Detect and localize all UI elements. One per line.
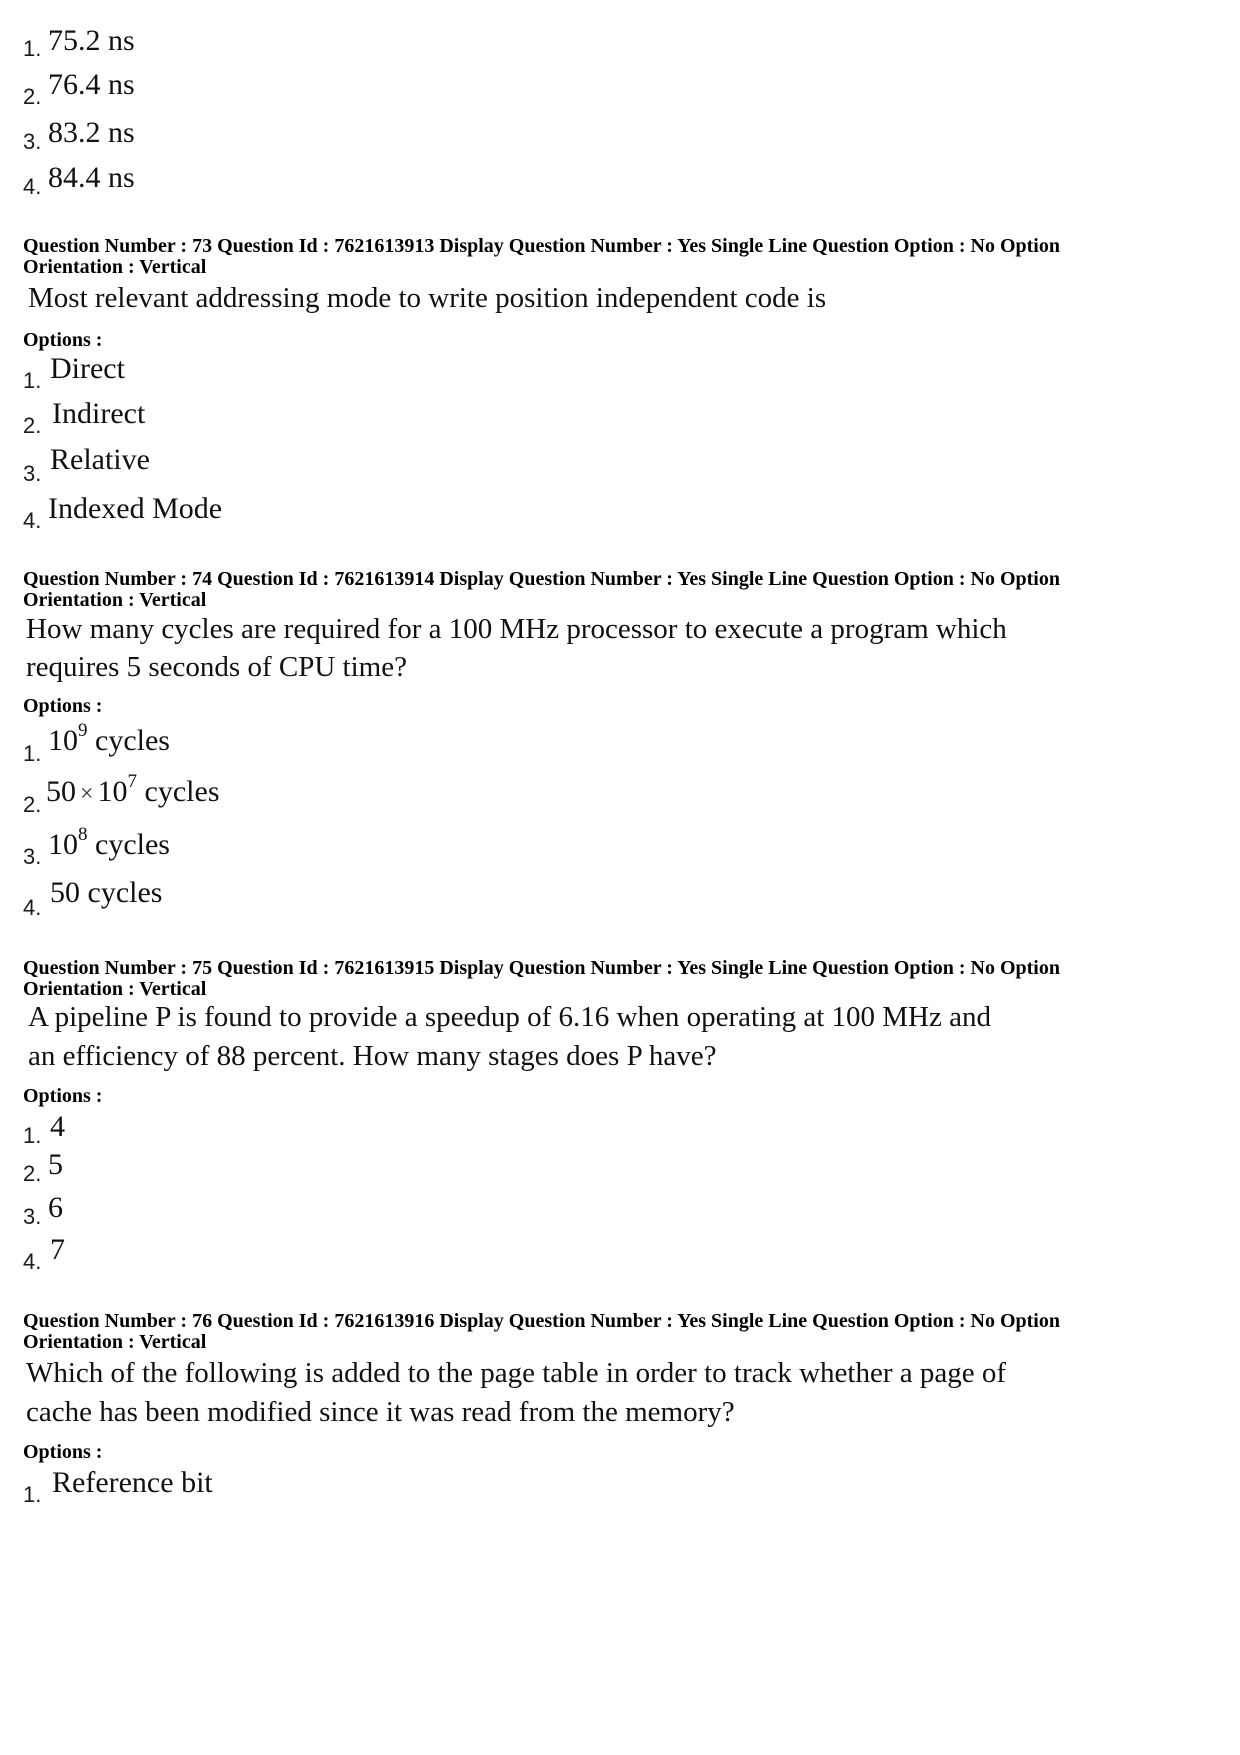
option-number: 1.	[23, 741, 42, 766]
option-number: 1.	[23, 368, 42, 393]
option-text: 83.2 ns	[48, 116, 135, 149]
option-number: 2.	[23, 1161, 42, 1186]
question-meta	[23, 569, 1060, 611]
option-text: 50 cycles	[50, 876, 163, 909]
power-exponent: 7	[127, 771, 138, 792]
question-meta-line: Orientation : Vertical	[23, 1331, 207, 1353]
coefficient: 50	[46, 775, 76, 808]
question-text: an efficiency of 88 percent. How many stages does P have?	[28, 1040, 717, 1072]
question-meta-line: Question Number : 76 Question Id : 7621613916 Display Question Number : Yes Single Line Question Option : No Option	[23, 1310, 1060, 1332]
options-label: Options :	[23, 329, 103, 351]
option-text	[48, 720, 170, 758]
option-number: 1.	[23, 36, 42, 61]
question-text: A pipeline P is found to provide a speedup of 6.16 when operating at 100 MHz and	[28, 1001, 991, 1033]
question-text: Which of the following is added to the page table in order to track whether a page of	[26, 1357, 1007, 1389]
option-number: 3.	[23, 461, 42, 486]
question-meta-line: Orientation : Vertical	[23, 978, 207, 1000]
question-meta	[23, 236, 1060, 278]
option-text: Relative	[50, 443, 150, 476]
question-meta-line: Orientation : Vertical	[23, 256, 207, 278]
option-text: Reference bit	[52, 1466, 213, 1499]
question-meta-line: Question Number : 74 Question Id : 7621613914 Display Question Number : Yes Single Line Question Option : No Option	[23, 568, 1060, 590]
option-text: Indirect	[52, 397, 146, 430]
question-meta	[23, 1311, 1060, 1353]
options-label: Options :	[23, 1441, 103, 1463]
option-suffix: cycles	[144, 775, 220, 808]
options-label: Options :	[23, 695, 103, 717]
option-number: 4.	[23, 174, 42, 199]
option-text: 76.4 ns	[48, 68, 135, 101]
option-text: 5	[48, 1148, 63, 1181]
times-sign: ×	[80, 781, 94, 807]
option-number: 4.	[23, 1249, 42, 1274]
power-base: 10	[97, 775, 128, 808]
option-number: 2.	[23, 84, 42, 109]
option-text: 84.4 ns	[48, 161, 135, 194]
option-number: 2.	[23, 792, 42, 817]
options-label: Options :	[23, 1085, 103, 1107]
option-number: 4.	[23, 895, 42, 920]
option-text: 75.2 ns	[48, 24, 135, 57]
option-number: 2.	[23, 413, 42, 438]
power-base: 10	[48, 724, 78, 757]
option-text: 6	[48, 1191, 63, 1224]
option-number: 3.	[23, 1204, 42, 1229]
option-suffix: cycles	[95, 724, 170, 757]
question-meta	[23, 958, 1060, 1000]
option-text: 7	[50, 1233, 65, 1266]
option-text	[48, 824, 170, 862]
option-number: 3.	[23, 844, 42, 869]
question-text: requires 5 seconds of CPU time?	[26, 651, 407, 683]
question-meta-line: Question Number : 75 Question Id : 7621613915 Display Question Number : Yes Single Line Question Option : No Option	[23, 957, 1060, 979]
power-base: 10	[48, 828, 78, 861]
option-suffix: cycles	[95, 828, 170, 861]
option-text: Direct	[50, 352, 125, 385]
power-exponent: 9	[78, 720, 88, 741]
power-exponent: 8	[78, 824, 88, 845]
question-meta-line: Question Number : 73 Question Id : 7621613913 Display Question Number : Yes Single Line Question Option : No Option	[23, 235, 1060, 257]
option-text	[46, 771, 220, 809]
question-text: How many cycles are required for a 100 MHz processor to execute a program which	[26, 613, 1007, 645]
option-number: 4.	[23, 508, 42, 533]
option-number: 1.	[23, 1482, 42, 1507]
question-text: Most relevant addressing mode to write position independent code is	[28, 282, 827, 314]
option-text: Indexed Mode	[48, 492, 223, 525]
option-number: 1.	[23, 1123, 42, 1148]
option-text: 4	[50, 1110, 65, 1143]
question-text: cache has been modified since it was read from the memory?	[26, 1396, 735, 1428]
option-number: 3.	[23, 129, 42, 154]
question-meta-line: Orientation : Vertical	[23, 589, 207, 611]
